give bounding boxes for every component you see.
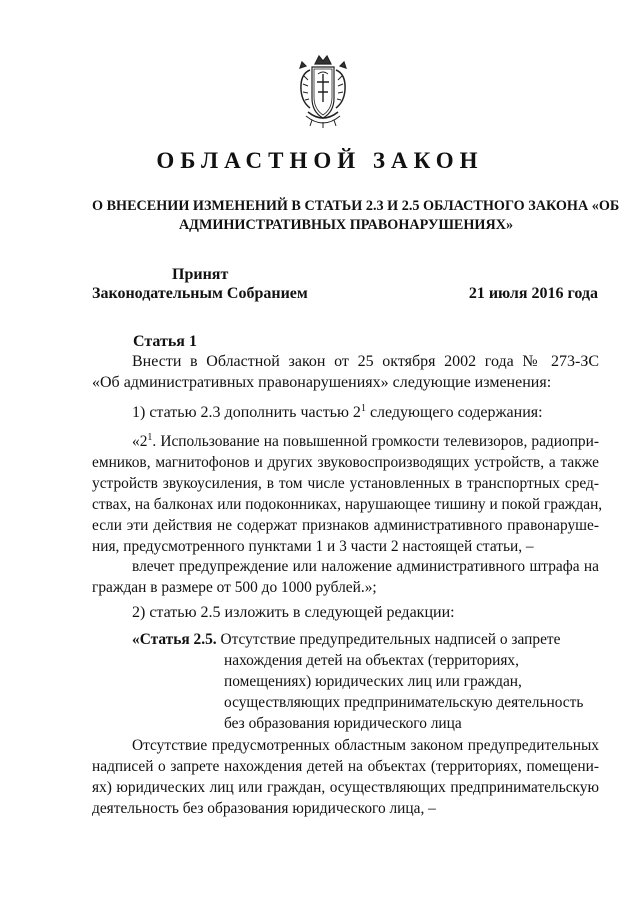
final-paragraph: [92, 735, 599, 819]
paragraph-line: «Об административных правонарушениях» следующие изменения:: [92, 374, 552, 391]
article-title-line: Отсутствие предупредительных надписей о запрете: [220, 631, 561, 648]
subtitle-line: О ВНЕСЕНИИ ИЗМЕНЕНИЙ В СТАТЬИ 2.3 И 2.5 ОБЛАСТНОГО ЗАКОНА «ОБ: [92, 198, 620, 214]
law-subtitle: [92, 197, 620, 235]
quoted-part: [92, 431, 603, 557]
paragraph-line: граждан в размере от 500 до 1000 рублей.»;: [92, 579, 377, 596]
amendment-item-2: [92, 602, 599, 623]
law-title: ОБЛАСТНОЙ ЗАКОН: [156, 148, 484, 173]
paragraph-line: Отсутствие предусмотренных областным законом предупредительных: [132, 737, 599, 754]
paragraph-line: ния, предусмотренного пунктами 1 и 3 части 2 настоящей статьи, –: [92, 538, 534, 555]
quote-text: . Использование на повышенной громкости телевизоров, радиопри-: [152, 433, 599, 450]
paragraph-line: устройств звукоусиления, в том числе установленных в транспортных сред-: [92, 475, 599, 492]
superscript: 1: [147, 432, 153, 443]
coat-of-arms-emblem: [292, 50, 354, 130]
superscript: 1: [360, 403, 366, 414]
article-title-line: без образования юридического лица: [224, 715, 462, 732]
paragraph-line: надписей о запрете нахождения детей на объектах (территориях, помещени-: [92, 758, 599, 775]
adoption-date: 21 июля 2016 года: [468, 285, 598, 302]
item-text-after: следующего содержания:: [365, 404, 543, 421]
amendment-item-1: [92, 402, 599, 423]
paragraph-line: влечет предупреждение или наложение административного штрафа на: [132, 558, 599, 575]
article-label: «Статья 2.5.: [132, 631, 217, 648]
article-title-line: помещениях) юридических лиц или граждан,: [224, 673, 522, 690]
penalty-paragraph: [92, 556, 599, 598]
paragraph-line: Внести в Областной закон от 25 октября 2002 года № 273-ЗС: [132, 353, 599, 370]
paragraph-line: емников, магнитофонов и других звуковоспроизводящих устройств, а также: [92, 454, 599, 471]
article-2-5-title: [92, 629, 599, 734]
article-heading: Статья 1: [133, 333, 197, 350]
subtitle-line: АДМИНИСТРАТИВНЫХ ПРАВОНАРУШЕНИЯХ»: [178, 217, 514, 233]
article-title-line: осуществляющих предпринимательскую деятельность: [224, 694, 584, 711]
article-title-line: нахождения детей на объектах (территориях,: [224, 652, 519, 669]
article-intro: [92, 351, 599, 393]
item-text: 1) статью 2.3 дополнить частью 2: [132, 404, 361, 421]
paragraph-line: ствах, на балконах или подоконниках, нарушающее тишину и покой граждан,: [92, 496, 603, 513]
adopted-label: Принят: [172, 266, 229, 283]
paragraph-line: ях) юридических лиц или граждан, осуществляющих предпринимательскую: [92, 779, 599, 796]
paragraph-line: если эти действия не содержат признаков административного правонаруше-: [92, 517, 599, 534]
quote-prefix: «2: [132, 433, 148, 450]
adopted-by: Законодательным Собранием: [92, 285, 308, 302]
paragraph-line: деятельность без образования юридического лица, –: [92, 800, 436, 817]
paragraph-line: 2) статью 2.5 изложить в следующей редакции:: [132, 604, 455, 621]
